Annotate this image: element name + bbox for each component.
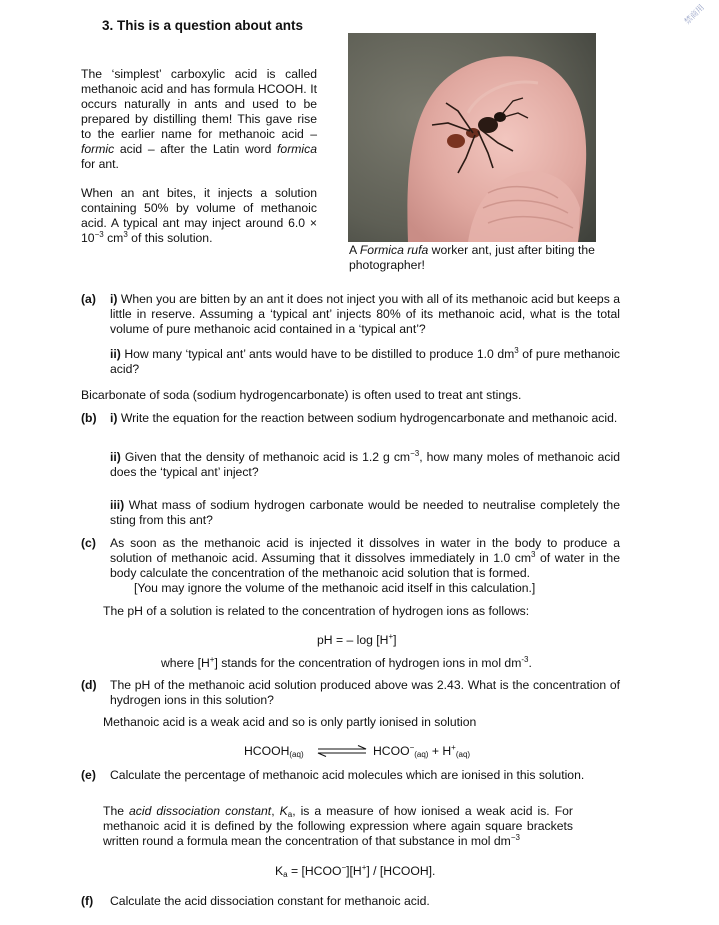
part-f-text: Calculate the acid dissociation constant for methanoic acid. xyxy=(110,894,430,908)
part-e-label: (e) xyxy=(81,768,96,782)
equilibrium-right: $HCOO^-_{(aq)} + H^+_{(aq)}$ xyxy=(373,743,471,759)
photo-caption: A Formica rufa worker ant, just after biting the photographer! xyxy=(349,243,595,272)
part-b-ii: ii) Given that the density of methanoic acid is 1.2 g $cm^{-3}$, how many moles of methanoic acid does the ‘typical ant’ inject? xyxy=(110,449,621,479)
ant-photo xyxy=(348,33,596,242)
ph-intro: The pH of a solution is related to the concentration of hydrogen ions as follows: xyxy=(103,604,530,618)
part-a-ii: ii) How many ‘typical ant’ ants would have to be distilled to produce 1.0 $dm^3$ of pure methanoic acid? xyxy=(110,346,620,376)
equilibrium-arrow-icon xyxy=(316,745,368,757)
intro-paragraph-1: The ‘simplest’ carboxylic acid is called methanoic acid and has formula HCOOH. It occurs naturally in ants and used to be prepared by distilling them! This gave rise to the earlier name for methanoic acid – formic acid – after the Latin word formica for ant. xyxy=(81,67,318,171)
part-d-label: (d) xyxy=(81,678,97,692)
ka-equation: $K_a$ = [HCOO−][H+] / [HCOOH]. xyxy=(275,863,436,879)
part-f-label: (f) xyxy=(81,894,94,908)
equilibrium-left: $HCOOH_{(aq)}$ xyxy=(244,744,304,759)
ph-equation: pH = – log [H+] xyxy=(317,632,397,647)
bicarbonate-statement: Bicarbonate of soda (sodium hydrogencarbonate) is often used to treat ant stings. xyxy=(81,388,522,402)
question-title: 3. This is a question about ants xyxy=(102,18,304,33)
part-c-label: (c) xyxy=(81,536,96,550)
watermark-stamp: 禁商用 xyxy=(682,2,706,27)
part-b-i: i) Write the equation for the reaction between sodium hydrogencarbonate and methanoic acid. xyxy=(110,411,618,425)
part-c-text: As soon as the methanoic acid is injected it dissolves in water in the body to produce a solution of methanoic acid. Assuming that it dissolves immediately in 1.0 $cm^3$ of water in the body calculate the concentration of the methanoic acid solution that is formed. xyxy=(110,536,620,580)
weak-acid-statement: Methanoic acid is a weak acid and so is only partly ionised in solution xyxy=(103,715,477,729)
intro-paragraph-2: When an ant bites, it injects a solution containing 50% by volume of methanoic acid. A typical ant may inject around $6.0 \times 10^{-3}$ $cm^3$ of this solution. xyxy=(81,186,317,245)
part-c-note: [You may ignore the volume of the methanoic acid itself in this calculation.] xyxy=(134,581,536,595)
part-a-i: i) When you are bitten by an ant it does not inject you with all of its methanoic acid but keeps a little in reserve. Assuming a ‘typical ant’ injects 80% of its methanoic acid, what is the total volume of pure methanoic acid contained in a ‘typical ant’? xyxy=(110,292,620,336)
part-a-label: (a) xyxy=(81,292,96,306)
ka-definition: The acid dissociation constant, $K_a$, is a measure of how ionised a weak acid is. For methanoic acid it is defined by the following expression where again square brackets written round a formula mean the concentration of that substance in mol $dm^{-3}$ xyxy=(103,804,573,848)
part-e-text: Calculate the percentage of methanoic acid molecules which are ionised in this solution. xyxy=(110,768,585,782)
part-b-iii: iii) What mass of sodium hydrogen carbonate would be needed to neutralise completely the sting from this ant? xyxy=(110,498,620,527)
part-b-label: (b) xyxy=(81,411,97,425)
ph-where: where [H+] stands for the concentration of hydrogen ions in mol $dm^{-3}$. xyxy=(161,655,532,670)
part-d-text: The pH of the methanoic acid solution produced above was 2.43. What is the concentration of hydrogen ions in this solution? xyxy=(110,678,620,707)
